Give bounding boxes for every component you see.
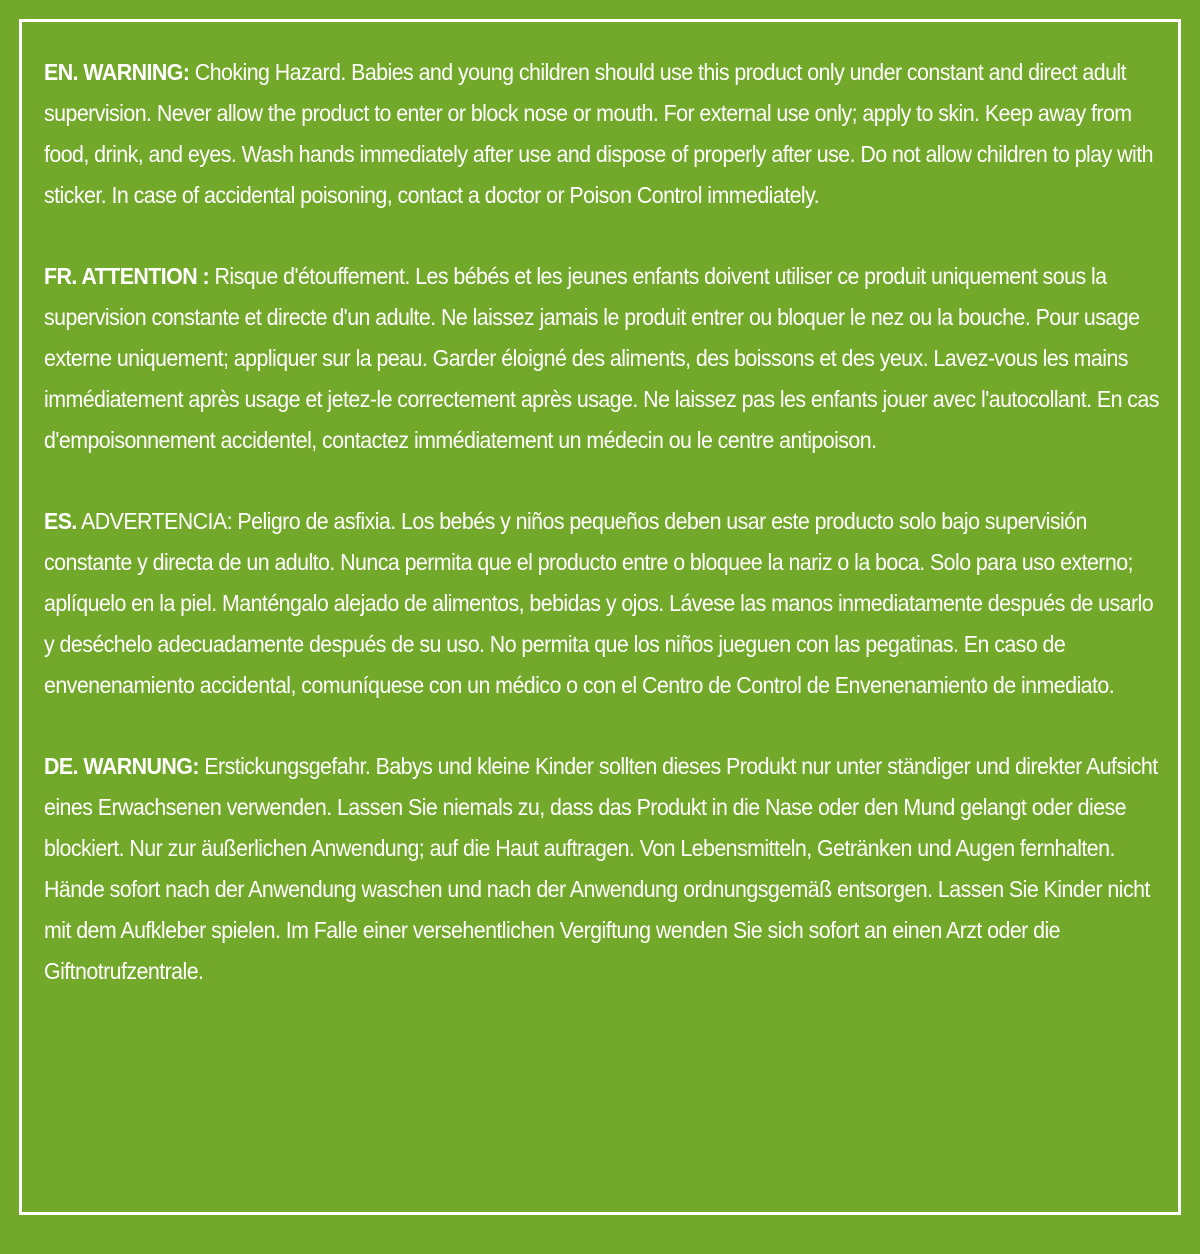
- warning-en-label: EN. WARNING:: [44, 59, 190, 85]
- warning-en-text: Choking Hazard. Babies and young children should use this product only under constant and direct adult supervision. Never allow the product to enter or block nose or mouth. For external use only; apply to skin. Keep away from food, drink, and eyes. Wash hands immediately after use and dispose of properly after use. Do not allow children to play with sticker. In case of accidental poisoning, contact a doctor or Poison Control immediately.: [44, 59, 1153, 208]
- warning-es: [44, 501, 1164, 706]
- warning-label-content: [44, 52, 1164, 1032]
- warning-es-label-rest: ADVERTENCIA:: [76, 508, 233, 534]
- warning-es-label: ES.: [44, 508, 77, 534]
- warning-fr: [44, 256, 1164, 461]
- warning-de-label: DE. WARNUNG:: [44, 753, 199, 779]
- warning-fr-text: Risque d'étouffement. Les bébés et les jeunes enfants doivent utiliser ce produit uniquement sous la supervision constante et directe d'un adulte. Ne laissez jamais le produit entrer ou bloquer le nez ou la bouche. Pour usage externe uniquement; appliquer sur la peau. Garder éloigné des aliments, des boissons et des yeux. Lavez-vous les mains immédiatement après usage et jetez-le correctement après usage. Ne laissez pas les enfants jouer avec l'autocollant. En cas d'empoisonnement accidentel, contactez immédiatement un médecin ou le centre antipoison.: [44, 263, 1159, 453]
- warning-de: [44, 746, 1164, 992]
- warning-es-text: Peligro de asfixia. Los bebés y niños pequeños deben usar este producto solo bajo supervisión constante y directa de un adulto. Nunca permita que el producto entre o bloquee la nariz o la boca. Solo para uso externo; aplíquelo en la piel. Manténgalo alejado de alimentos, bebidas y ojos. Lávese las manos inmediatamente después de usarlo y deséchelo adecuadamente después de su uso. No permita que los niños jueguen con las pegatinas. En caso de envenenamiento accidental, comuníquese con un médico o con el Centro de Control de Envenenamiento de inmediato.: [44, 508, 1154, 698]
- warning-de-text: Erstickungsgefahr. Babys und kleine Kinder sollten dieses Produkt nur unter ständiger und direkter Aufsicht eines Erwachsenen verwenden. Lassen Sie niemals zu, dass das Produkt in die Nase oder den Mund gelangt oder diese blockiert. Nur zur äußerlichen Anwendung; auf die Haut auftragen. Von Lebensmitteln, Getränken und Augen fernhalten. Hände sofort nach der Anwendung waschen und nach der Anwendung ordnungsgemäß entsorgen. Lassen Sie Kinder nicht mit dem Aufkleber spielen. Im Falle einer versehentlichen Vergiftung wenden Sie sich sofort an einen Arzt oder die Giftnotrufzentrale.: [44, 753, 1158, 984]
- warning-fr-label: FR. ATTENTION :: [44, 263, 210, 289]
- warning-en: [44, 52, 1164, 216]
